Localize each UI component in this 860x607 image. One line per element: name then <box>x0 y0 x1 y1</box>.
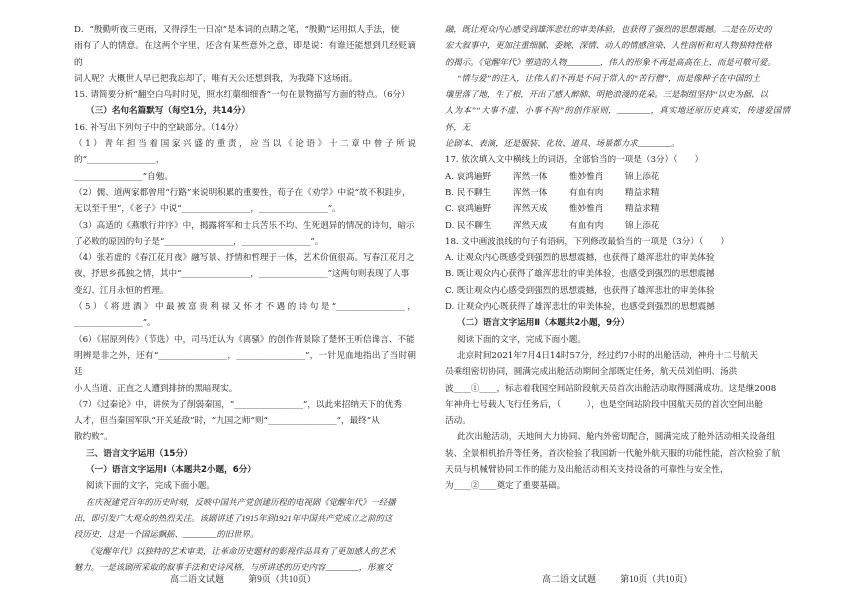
footer-page-number: 第9页（共10页） <box>248 574 316 584</box>
text-line: 词人呢？大概世人早已把我忘却了，唯有天公还想到我，为我降下这场雨。 <box>74 73 358 84</box>
text-line: 人为本”“大事不虚、小事不拘”的创作原则，________，真实地还原历史真实，传递爱国情怀，无 <box>445 106 790 132</box>
text-line: 17. 依次填入文中横线上的词语，全部恰当的一项是（3分）（ ） <box>445 155 704 166</box>
text-line: 无以至千里”，《老子》中说“________________，________________”。 <box>74 204 341 215</box>
text-line: （一）语言文字运用Ⅰ（本题共2小题，6分） <box>86 465 256 476</box>
text-line: 三、语言文字运用（15分） <box>86 448 193 459</box>
text-line: （3）高适的《燕歌行并序》中，揭露将军和士兵苦乐不均、生死迥异的情况的诗句，暗示 <box>74 220 415 231</box>
answer-option-word: C. 哀鸿遍野 <box>445 204 492 215</box>
answer-option-row <box>445 201 790 217</box>
text-line: B. 既让观众内心获得了雄浑悲壮的审美体验，也感受到强烈的思想震撼 <box>445 269 715 280</box>
answer-option-word: 浑然天成 <box>513 204 548 215</box>
text-line: 小人当道、正直之人遭到排挤的黑暗现实。 <box>74 383 238 394</box>
text-line: 变幻、江月永恒的哲理。 <box>74 285 169 296</box>
text-line: 15. 请简要分析“翻空白鸟时时见，照水红蕖细细香”一句在景物描写方面的特点。（6分） <box>74 90 410 101</box>
text-line: 夜，抒思乡孤独之情，其中“________________，________________”这两句则表现了人事 <box>74 269 410 280</box>
answer-option-word: 精益求精 <box>625 204 660 215</box>
text-line: 魅力。一是该剧所采取的叙事手法和史诗风格，与所讲述的历史内容________，彤塞交 <box>74 562 393 572</box>
text-line: D. 让观众内心既获得了雄浑悲壮的审美体验，也感受到强烈的思想震撼 <box>445 302 715 313</box>
text-line: （三）名句名篇默写（每空1分，共14分） <box>86 106 251 117</box>
answer-option-word: 惟妙惟肖 <box>569 204 604 215</box>
text-line: 宏大叙事中，更加注重细腻、委婉、深情、动人的情感渲染、人性剖析和对人物独特性格 <box>445 41 772 51</box>
text-line: “情与爱”的注入，让伟人们不再是不同于常人的“苦行僧”，而是像种子在中国的土 <box>456 73 761 83</box>
text-line: （7）《过秦论》中，讲侯为了削弱秦国，“________________”，以此来招纳天下的优秀 <box>74 399 402 410</box>
text-line: C. 既让观众内心感受到强烈的思想震撼，也获得了雄浑悲壮的审美体验 <box>445 285 715 296</box>
text-line: 员乘组密切协同，圆满完成出舱活动期间全部既定任务，航天员刘伯明、汤洪 <box>445 367 738 378</box>
footer-subject: 高二语文试题 <box>170 574 225 584</box>
footer-subject: 高二语文试题 <box>542 574 597 584</box>
text-line: 波____①____，标志着我国空间站阶段航天员首次出舱活动取得圆满成功。这是继2008 <box>445 383 777 394</box>
text-line: 北京时间2021年7月4日14时57分，经过约7小时的出舱活动，神舟十二号航天 <box>457 350 758 361</box>
text-line: 《觉醒年代》以独特的艺术审美，让革命历史题材的影视作品具有了更加感人的艺术 <box>85 546 396 556</box>
text-line: 散约败”。 <box>74 432 113 443</box>
answer-option-word: 惟妙惟肖 <box>569 171 604 182</box>
text-line: 融，既让观众内心感受到雄浑悲壮的审美体验，也获得了强烈的思想震撼。二是在历史的 <box>445 25 772 34</box>
text-line: 活动。 <box>445 416 471 427</box>
page-9-footer <box>170 572 338 585</box>
text-line: 出，即引发广大观众的热烈关注。该剧讲述了1915年到1921年中国共产党成立之前的这 <box>74 513 393 523</box>
text-line: 在庆祝建党百年的历史时刻，反映中国共产党创建历程的电视剧《觉醒年代》一经播 <box>85 497 396 507</box>
page-9-text-column <box>74 22 416 576</box>
text-line: 为____②____奠定了重要基础。 <box>445 481 566 492</box>
text-line: （1）青年担当着国家兴盛的重责，应当以《论语》十二章中曾子所说的“________________， <box>74 139 416 166</box>
text-line: （5）《将进酒》中最被富贵利禄又怀才不遇的诗句是“________________，________________”。 <box>74 302 416 329</box>
answer-option-word: 有血有肉 <box>569 187 604 198</box>
answer-option-row <box>445 218 790 234</box>
answer-option-word: 锦上添花 <box>625 171 660 182</box>
text-line: ________________”自勉。 <box>74 171 173 182</box>
answer-option-word: 浑然天成 <box>513 220 548 231</box>
answer-option-word: 锦上添花 <box>625 220 660 231</box>
text-line: 阅读下面的文字，完成下面小题。 <box>86 481 215 492</box>
text-line: （二）语言文字运用Ⅱ（本题共2小题，9分） <box>457 318 630 329</box>
page-10-footer <box>542 572 714 585</box>
text-line: 人才，但当秦国军队“开关延敌”时，“九国之师”则“________________”，最终“从 <box>74 416 380 427</box>
text-line: （2）儒、道两家都曾用“行路”来说明积累的重要性，荀子在《劝学》中说“故不积跬步， <box>74 187 411 198</box>
text-line: 天员与机械臂协同工作的能力及出舱活动相关支持设备的可靠性与安全性， <box>445 465 729 476</box>
answer-option-row <box>445 185 790 201</box>
answer-option-row <box>445 169 790 185</box>
footer-page-number: 第10页（共10页） <box>620 574 693 584</box>
text-line: （6）《屈原列传》（节选）中，司马迁认为《离骚》的创作背景除了楚怀王听信谗言、不能 <box>74 334 415 345</box>
text-line: 装、全景相机抬升等任务，首次检验了我国新一代舱外航天服的功能性能，首次检验了航 <box>445 448 781 459</box>
text-line: 段历史，这是一个国运飘摇、________的旧世界。 <box>74 530 259 540</box>
answer-option-word: 浑然一体 <box>513 187 548 198</box>
text-line: 16. 补写出下列句子中的空缺部分。（14分） <box>74 122 244 133</box>
answer-option-word: 精益求精 <box>625 187 660 198</box>
answer-option-word: B. 民不聊生 <box>445 187 492 198</box>
text-line: A. 让观众内心既感受到强烈的思想震撼，也获得了雄浑悲壮的审美体验 <box>445 253 715 264</box>
text-line: D．“殷勤听夜三更雨，又得浮生一日凉”是本词的点睛之笔，“殷勤”运用拟人手法，使 <box>74 25 400 35</box>
answer-option-word: 有血有肉 <box>569 220 604 231</box>
text-line: 明辨是非之外，还有“________________，________________”，一针见血地指出了当时朝廷 <box>74 350 416 378</box>
answer-option-word: A. 哀鸿遍野 <box>445 171 492 182</box>
text-line: （4）张若虚的《春江花月夜》融写景、抒情和哲理于一体，艺术价值很高。写春江花月之 <box>74 253 415 264</box>
text-line: 论剧本、表演，还是服装、化妆、道具、场景都力求________。 <box>445 139 680 149</box>
text-line: 壤里落了地，生了根，开出了感人醉肺、明艳浪漫的花朵。三是制组坚持“以史为据、以 <box>445 90 768 100</box>
text-line: 雨有了人的情意。在这两个字里，还含有某些意外之意，即是说：有谁还能想到几经贬谪的 <box>74 41 416 68</box>
answer-option-word: 浑然一体 <box>513 171 548 182</box>
exam-page-10 <box>430 0 860 607</box>
text-line: 年神舟七号载人飞行任务后，（ ），也是空间站阶段中国航天员的首次空间出舱 <box>445 399 763 410</box>
text-line: 了必败的原因的句子是“________________，________________”。 <box>74 236 324 247</box>
text-line: 18. 文中画波浪线的句子有语病，下列修改最恰当的一项是（3分）（ ） <box>445 236 729 247</box>
text-line: 的揭示。《觉醒年代》塑造的人物________，伟人的形象不再是高高在上，而是可敬可爱。 <box>445 57 776 67</box>
answer-option-word: D. 民不聊生 <box>445 220 492 231</box>
text-line: 阅读下面的文字，完成下面小题。 <box>457 334 586 345</box>
text-line: 此次出舱活动，天地间大力协同、舱内外密切配合，圆满完成了舱外活动相关设备组 <box>457 432 776 443</box>
page-10-text-column <box>445 22 790 495</box>
